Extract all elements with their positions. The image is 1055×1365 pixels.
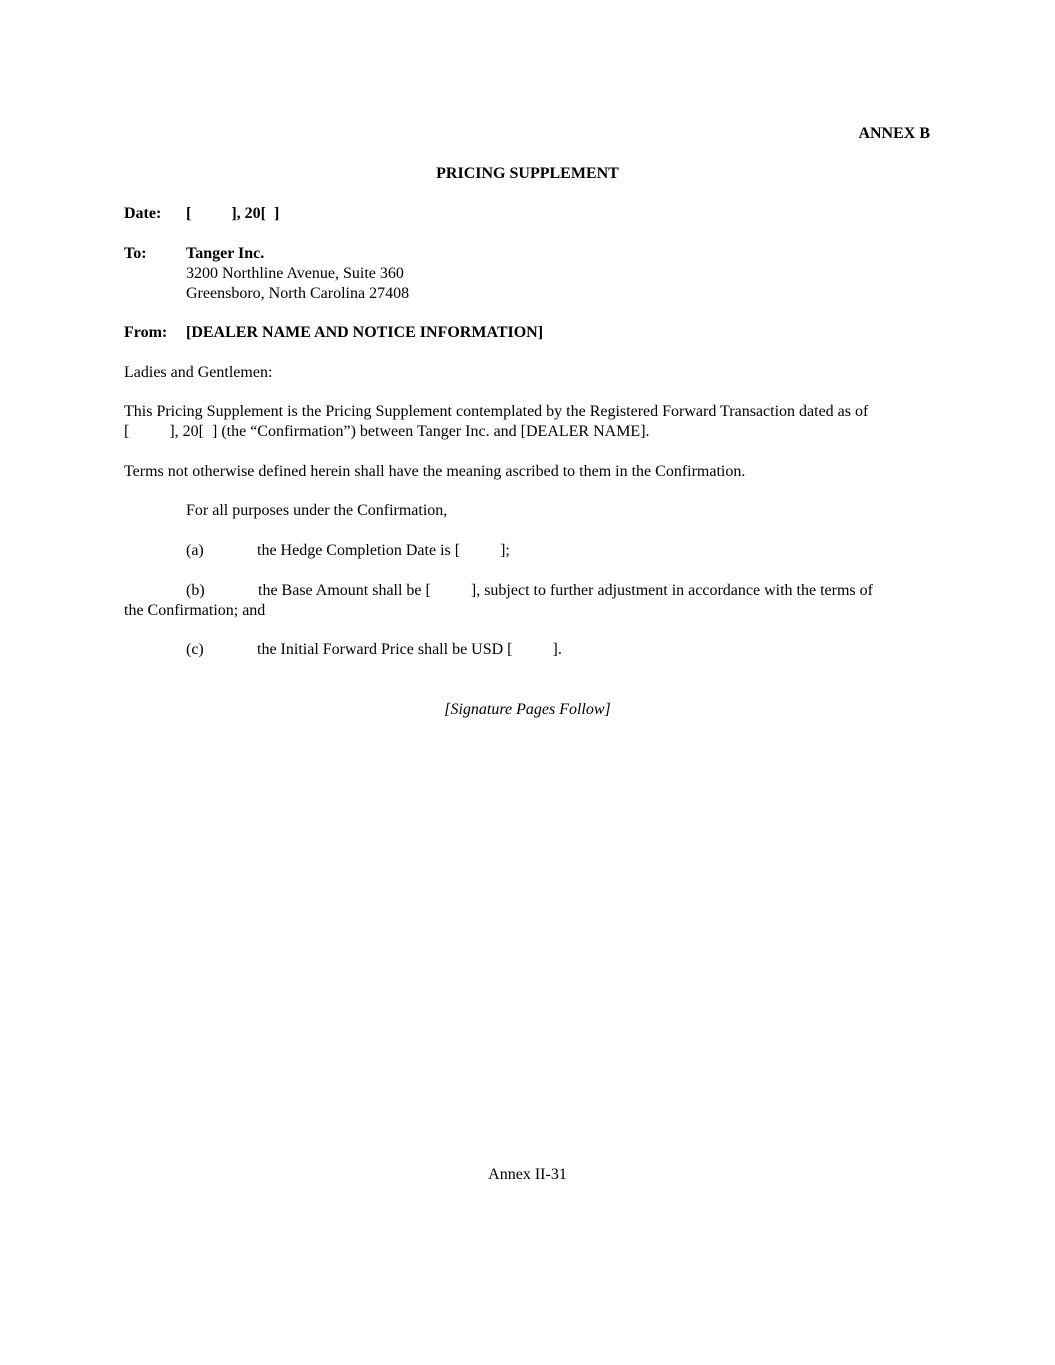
page-title: PRICING SUPPLEMENT [436,165,619,182]
paragraph-2: Terms not otherwise defined herein shall have the meaning ascribed to them in the Confirmation. [124,463,746,480]
page-number: Annex II-31 [488,1166,567,1183]
from-label: From: [124,324,168,341]
item-c-marker: (c) [186,641,204,658]
recipient-address-line2: Greensboro, North Carolina 27408 [186,285,410,302]
item-b-text: the Base Amount shall be [ ], subject to further adjustment in accordance with the terms of [258,582,873,599]
item-b-continuation: the Confirmation; and [124,602,266,619]
date-label: Date: [124,205,162,222]
salutation: Ladies and Gentlemen: [124,364,273,381]
signature-note: [Signature Pages Follow] [444,701,611,718]
item-b-marker: (b) [186,582,205,599]
annex-label: ANNEX B [858,125,930,142]
from-value: [DEALER NAME AND NOTICE INFORMATION] [186,324,544,341]
recipient-address-line1: 3200 Northline Avenue, Suite 360 [186,265,404,282]
purposes-intro: For all purposes under the Confirmation, [186,502,448,519]
item-a-text: the Hedge Completion Date is [ ]; [257,542,510,559]
date-value: [ ], 20[ ] [186,205,280,222]
item-a-marker: (a) [186,542,204,559]
to-label: To: [124,245,147,262]
recipient-name: Tanger Inc. [186,245,265,262]
paragraph-1-line-2: [ ], 20[ ] (the “Confirmation”) between Tanger Inc. and [DEALER NAME]. [124,423,650,440]
paragraph-1-line-1: This Pricing Supplement is the Pricing Supplement contemplated by the Registered Forward Transaction dated as of [124,403,869,420]
item-c-text: the Initial Forward Price shall be USD [ ]. [257,641,562,658]
